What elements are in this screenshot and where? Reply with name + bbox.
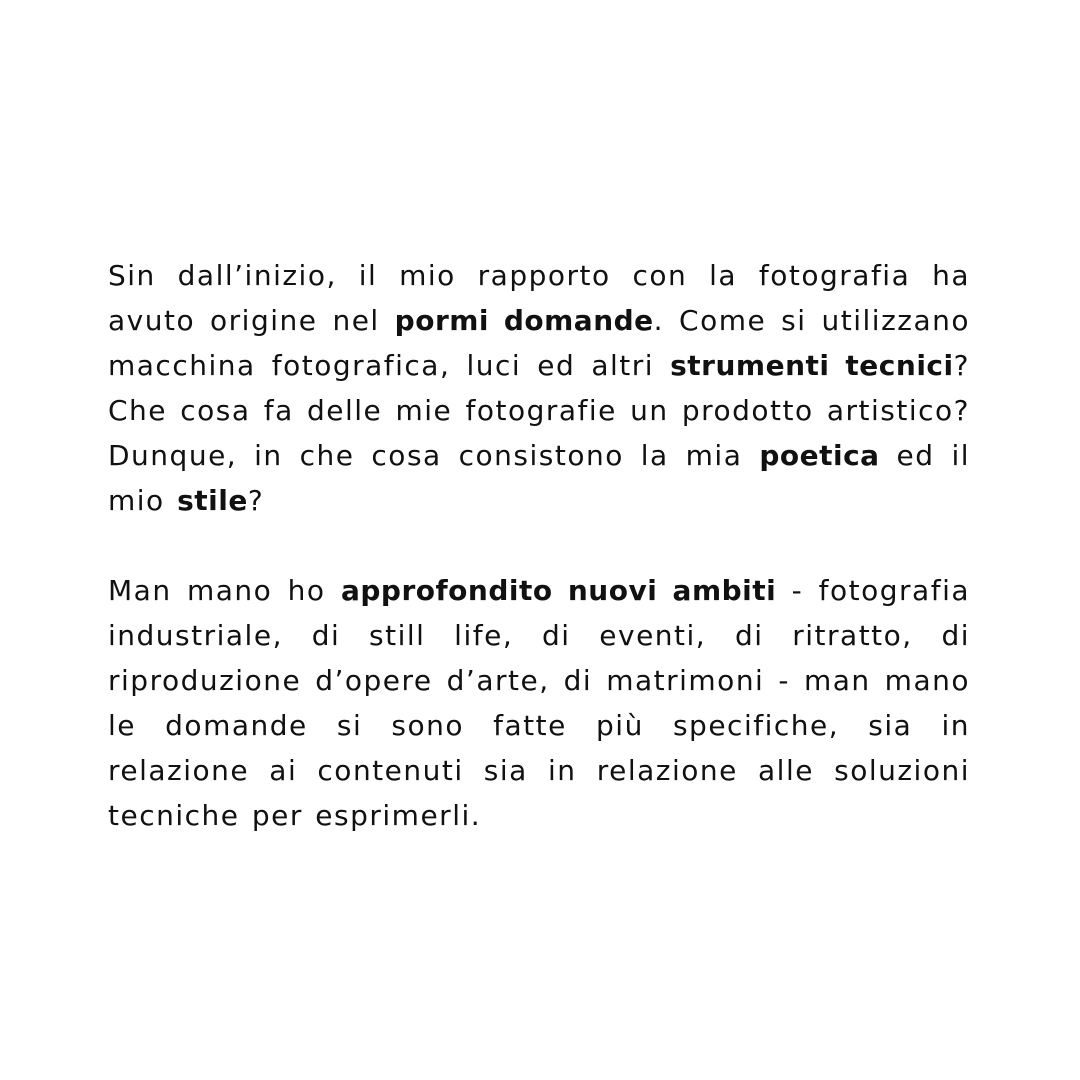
paragraph-2 — [108, 568, 970, 838]
text-span: Man mano ho — [108, 574, 341, 607]
bold-phrase: pormi domande — [394, 304, 654, 337]
bold-phrase: stile — [177, 484, 248, 517]
paragraph-1 — [108, 253, 970, 523]
text-span: ? Che cosa fa delle mie fotografie un prodotto artistico? Dunque, in che cosa consistono la mia — [108, 349, 970, 472]
text-span: ed il mio — [108, 439, 971, 517]
text-span: - fotografia industriale, di still life, di eventi, di ritratto, di riproduzione d’opere d’arte, di matrimoni - man mano le domande si sono fatte più specifiche, sia in relazione ai contenuti sia in relazione alle soluzioni tecniche per esprimerli. — [108, 574, 971, 832]
text-span: Sin dall’inizio, il mio rapporto con la fotografia ha avuto origine nel — [108, 259, 970, 337]
bold-phrase: poetica — [759, 439, 880, 472]
bold-phrase: approfondito nuovi ambiti — [340, 574, 777, 607]
text-span: . Come si utilizzano macchina fotografica, luci ed altri — [108, 304, 970, 382]
bold-phrase: strumenti tecnici — [670, 349, 954, 382]
text-span: ? — [247, 484, 265, 517]
body-text — [108, 253, 970, 838]
